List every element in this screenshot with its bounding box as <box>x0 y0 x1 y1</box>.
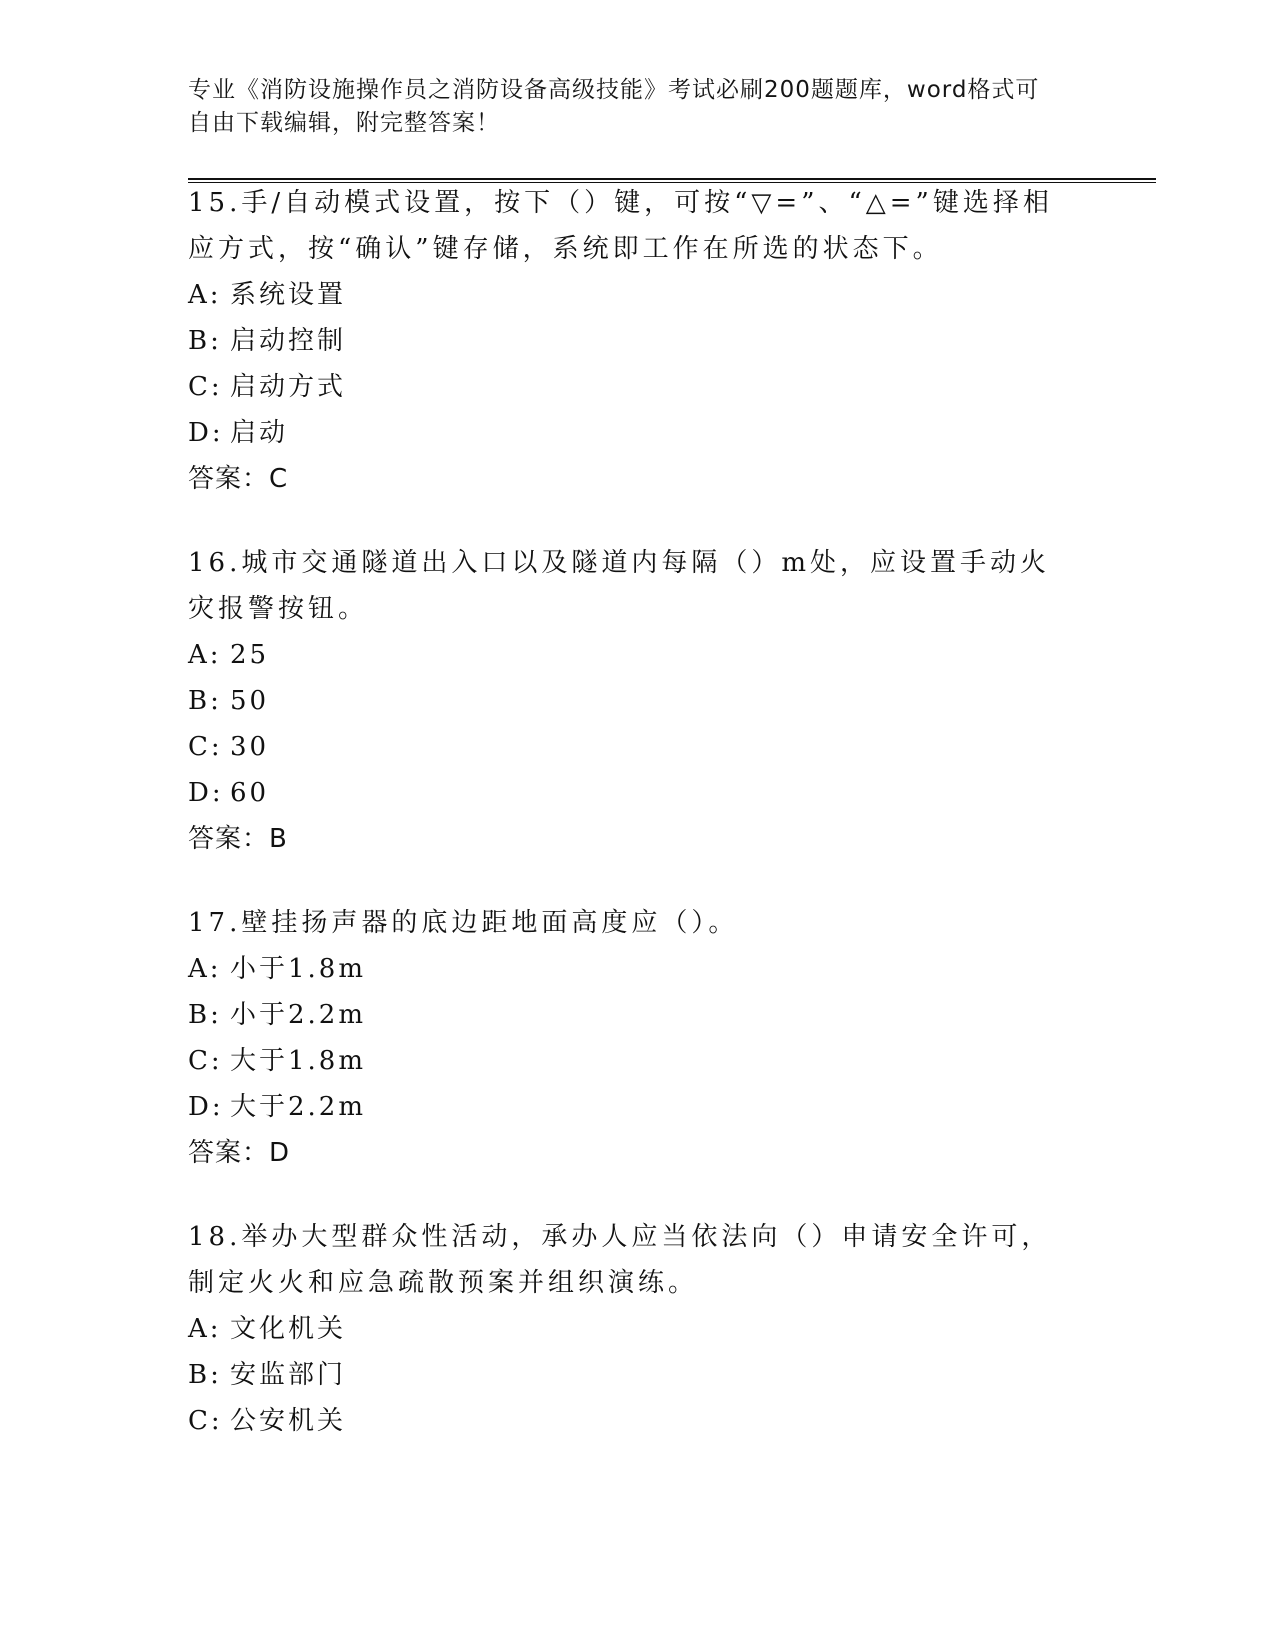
question-stem <box>188 900 1078 946</box>
question-17 <box>188 900 1078 1176</box>
option-text: 50 <box>230 686 270 716</box>
answer-prefix: 答案： <box>188 464 270 494</box>
answer-prefix: 答案： <box>188 1138 270 1168</box>
option-text: 小于2.2m <box>230 1000 367 1030</box>
option-text: 安监部门 <box>230 1360 347 1390</box>
option-key: D: <box>188 778 224 808</box>
option-key: B: <box>188 326 222 356</box>
option-key: B: <box>188 686 222 716</box>
question-number: 17. <box>188 908 242 938</box>
option-b <box>188 318 1078 364</box>
question-number: 18. <box>188 1222 242 1252</box>
header-line-1: 专业《消防设施操作员之消防设备高级技能》考试必刷200题题库，word格式可 <box>188 77 1040 103</box>
option-text: 启动控制 <box>230 326 347 356</box>
answer-value: D <box>269 1138 291 1168</box>
question-number: 15. <box>188 188 242 218</box>
option-text: 60 <box>230 778 270 808</box>
question-15 <box>188 180 1078 502</box>
option-text: 文化机关 <box>230 1314 347 1344</box>
question-18 <box>188 1214 1078 1444</box>
option-c <box>188 1038 1078 1084</box>
option-text: 25 <box>230 640 270 670</box>
option-text: 系统设置 <box>230 280 347 310</box>
answer-line <box>188 456 1078 502</box>
question-stem <box>188 1214 1078 1306</box>
question-stem <box>188 180 1078 272</box>
option-key: D: <box>188 418 224 448</box>
answer-line <box>188 1130 1078 1176</box>
option-key: C: <box>188 1406 223 1436</box>
option-d <box>188 410 1078 456</box>
option-a <box>188 946 1078 992</box>
answer-prefix: 答案： <box>188 824 270 854</box>
option-key: A: <box>188 1314 222 1344</box>
option-key: D: <box>188 1092 224 1122</box>
option-b <box>188 1352 1078 1398</box>
question-number: 16. <box>188 548 242 578</box>
option-key: C: <box>188 372 223 402</box>
option-a <box>188 272 1078 318</box>
option-text: 大于2.2m <box>230 1092 367 1122</box>
option-key: A: <box>188 640 222 670</box>
question-stem <box>188 540 1078 632</box>
option-a <box>188 1306 1078 1352</box>
answer-value: C <box>269 464 289 494</box>
option-c <box>188 724 1078 770</box>
option-text: 启动 <box>230 418 289 448</box>
option-key: A: <box>188 280 222 310</box>
question-text: 城市交通隧道出入口以及隧道内每隔（）m处，应设置手动火灾报警按钮。 <box>188 548 1051 624</box>
option-c <box>188 364 1078 410</box>
option-text: 大于1.8m <box>230 1046 367 1076</box>
option-key: A: <box>188 954 222 984</box>
option-key: B: <box>188 1000 222 1030</box>
option-key: C: <box>188 1046 223 1076</box>
question-text: 举办大型群众性活动，承办人应当依法向（）申请安全许可，制定火火和应急疏散预案并组织演练。 <box>188 1222 1052 1298</box>
option-c <box>188 1398 1078 1444</box>
option-key: C: <box>188 732 223 762</box>
option-text: 30 <box>230 732 270 762</box>
option-b <box>188 992 1078 1038</box>
option-d <box>188 770 1078 816</box>
option-text: 公安机关 <box>230 1406 347 1436</box>
option-a <box>188 632 1078 678</box>
answer-line <box>188 816 1078 862</box>
question-text: 手/自动模式设置，按下（）键，可按“▽=”、“△=”键选择相应方式，按“确认”键存储，系统即工作在所选的状态下。 <box>188 188 1053 264</box>
option-text: 启动方式 <box>230 372 347 402</box>
header-line-2: 自由下载编辑，附完整答案！ <box>188 110 500 136</box>
question-16 <box>188 540 1078 862</box>
option-key: B: <box>188 1360 222 1390</box>
option-d <box>188 1084 1078 1130</box>
answer-value: B <box>269 824 288 854</box>
option-text: 小于1.8m <box>230 954 367 984</box>
option-b <box>188 678 1078 724</box>
question-text: 壁挂扬声器的底边距地面高度应（）。 <box>241 908 739 938</box>
document-header <box>188 74 1068 140</box>
